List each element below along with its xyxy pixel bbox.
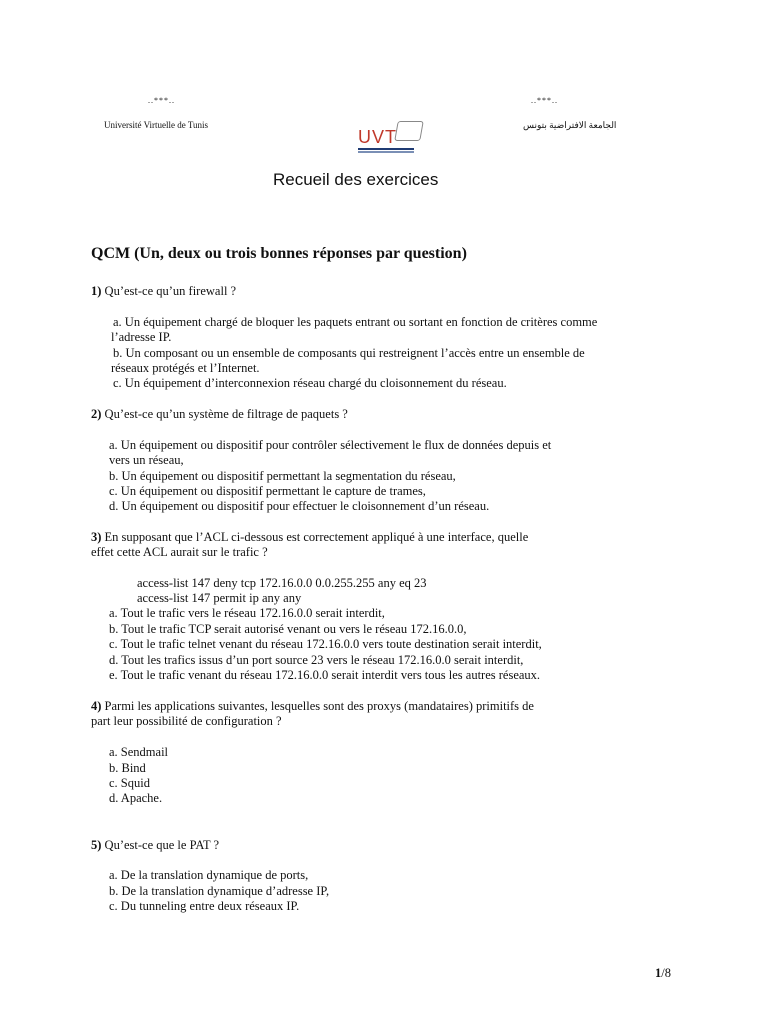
header-right-stars: ..***.. xyxy=(531,96,558,105)
page-total: /8 xyxy=(661,966,671,980)
question-text: Qu’est-ce que le PAT ? xyxy=(101,838,220,852)
header-left-stars: ..***.. xyxy=(148,96,175,105)
answer-line: b. Bind xyxy=(109,761,146,775)
university-name-ar: الجامعة الافتراضية بتونس xyxy=(523,120,617,130)
logo-line xyxy=(358,148,414,150)
acl-code-line: access-list 147 deny tcp 172.16.0.0 0.0.255.255 any eq 23 xyxy=(137,576,427,590)
answer-line: c. Tout le trafic telnet venant du réseau 172.16.0.0 vers toute destination serait interdit, xyxy=(109,637,542,651)
question-2 xyxy=(91,407,348,422)
answer-line: c. Un équipement ou dispositif permettant le capture de trames, xyxy=(109,484,426,498)
question-1 xyxy=(91,284,236,299)
page-number xyxy=(655,966,671,981)
question-text: Qu’est-ce qu’un système de filtrage de paquets ? xyxy=(101,407,348,421)
uvt-logo-text: UVT xyxy=(358,127,397,147)
answer-line: d. Apache. xyxy=(109,791,163,805)
question-number: 2) xyxy=(91,407,102,421)
logo-subline xyxy=(358,151,414,153)
answer-line: a. De la translation dynamique de ports, xyxy=(109,868,309,882)
uvt-logo xyxy=(356,121,424,155)
question-5 xyxy=(91,838,219,853)
question-3-text-cont: effet cette ACL aurait sur le trafic ? xyxy=(91,545,268,559)
answer-line: l’adresse IP. xyxy=(111,330,172,344)
answer-line: a. Un équipement chargé de bloquer les paquets entrant ou sortant en fonction de critères comme xyxy=(113,315,598,329)
question-number: 1) xyxy=(91,284,102,298)
question-number: 4) xyxy=(91,699,102,713)
qcm-heading: QCM (Un, deux ou trois bonnes réponses par question) xyxy=(91,245,467,262)
question-number: 5) xyxy=(91,838,102,852)
question-3 xyxy=(91,530,528,545)
answer-line: a. Sendmail xyxy=(109,745,169,759)
answer-line: b. Tout le trafic TCP serait autorisé venant ou vers le réseau 172.16.0.0, xyxy=(109,622,467,636)
answer-line: b. De la translation dynamique d’adresse IP, xyxy=(109,884,330,898)
answer-line: e. Tout le trafic venant du réseau 172.16.0.0 serait interdit vers tous les autres réseaux. xyxy=(109,668,541,682)
question-text: Parmi les applications suivantes, lesquelles sont des proxys (mandataires) primitifs de xyxy=(101,699,534,713)
question-text: Qu’est-ce qu’un firewall ? xyxy=(101,284,237,298)
page-current: 1 xyxy=(655,966,662,980)
answer-line: c. Squid xyxy=(109,776,150,790)
question-4 xyxy=(91,699,534,714)
answer-line: c. Du tunneling entre deux réseaux IP. xyxy=(109,899,300,913)
question-text: En supposant que l’ACL ci-dessous est correctement appliqué à une interface, quelle xyxy=(101,530,529,544)
answer-line: a. Un équipement ou dispositif pour contrôler sélectivement le flux de données depuis et xyxy=(109,438,552,452)
page-title: Recueil des exercices xyxy=(273,170,439,189)
answer-line: réseaux protégés et l’Internet. xyxy=(111,361,260,375)
answer-line: b. Un équipement ou dispositif permettant la segmentation du réseau, xyxy=(109,469,456,483)
acl-code-line: access-list 147 permit ip any any xyxy=(137,591,302,605)
answer-line: c. Un équipement d’interconnexion réseau chargé du cloisonnement du réseau. xyxy=(113,376,507,390)
answer-line: vers un réseau, xyxy=(109,453,184,467)
answer-line: b. Un composant ou un ensemble de composants qui restreignent l’accès entre un ensemble de xyxy=(113,346,585,360)
question-number: 3) xyxy=(91,530,102,544)
question-4-text-cont: part leur possibilité de configuration ? xyxy=(91,714,282,728)
logo-book-icon xyxy=(394,121,424,141)
answer-line: a. Tout le trafic vers le réseau 172.16.0.0 serait interdit, xyxy=(109,606,385,620)
answer-line: d. Tout les trafics issus d’un port source 23 vers le réseau 172.16.0.0 serait interdit, xyxy=(109,653,524,667)
answer-line: d. Un équipement ou dispositif pour effectuer le cloisonnement d’un réseau. xyxy=(109,499,490,513)
university-name-fr: Université Virtuelle de Tunis xyxy=(104,120,209,130)
